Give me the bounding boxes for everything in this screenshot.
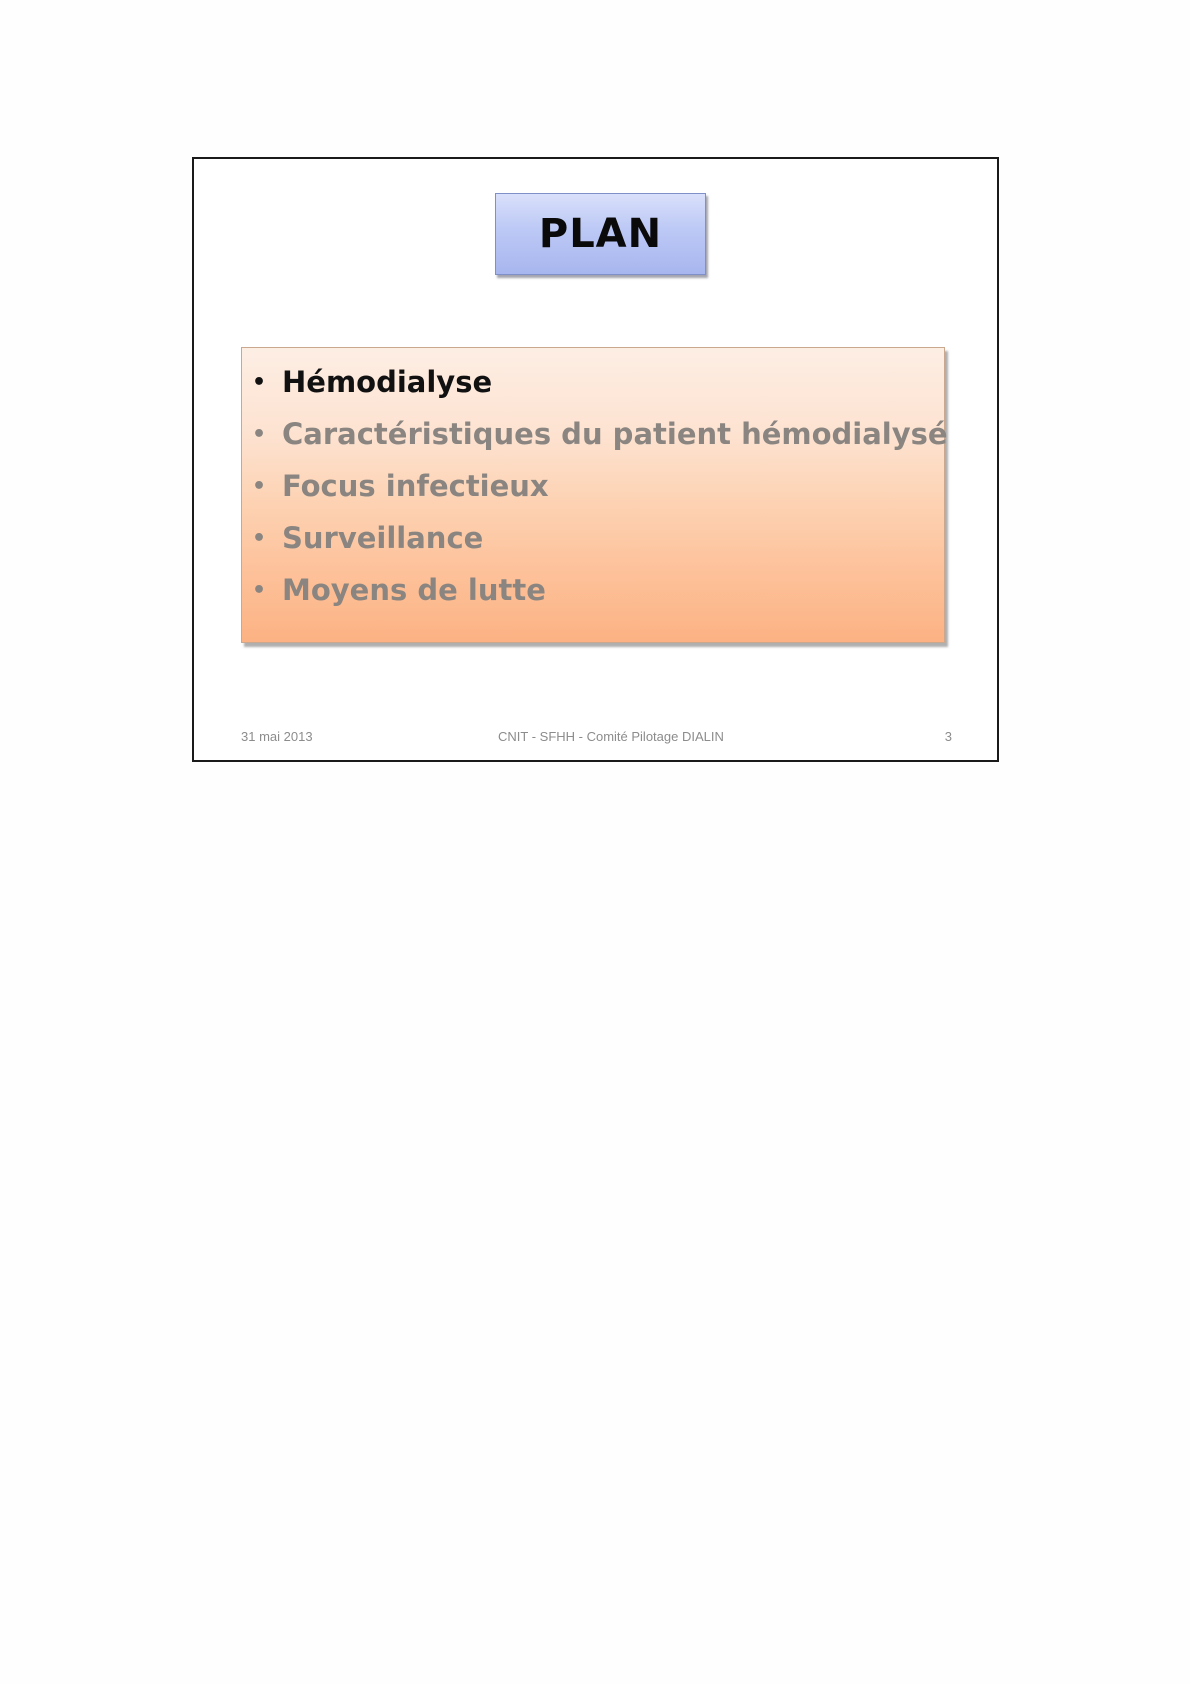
slide-title: PLAN	[538, 211, 663, 257]
outline-list	[252, 356, 948, 616]
outline-item-label: Surveillance	[282, 521, 484, 555]
bullet-icon: •	[252, 369, 267, 395]
outline-item	[252, 408, 948, 460]
outline-item-label: Moyens de lutte	[282, 573, 546, 607]
footer-page-number: 3	[944, 729, 952, 744]
slide	[192, 157, 999, 762]
outline-item-label: Caractéristiques du patient hémodialysé	[282, 417, 948, 451]
footer-center-text: CNIT - SFHH - Comité Pilotage DIALIN	[498, 729, 724, 744]
bullet-icon: •	[252, 577, 267, 603]
bullet-icon: •	[252, 525, 267, 551]
outline-item	[252, 356, 948, 408]
outline-item-label: Hémodialyse	[282, 365, 493, 399]
bullet-icon: •	[252, 421, 267, 447]
outline-item	[252, 460, 948, 512]
outline-item	[252, 564, 948, 616]
outline-item	[252, 512, 948, 564]
bullet-icon: •	[252, 473, 267, 499]
title-box	[495, 193, 706, 275]
outline-box	[241, 347, 948, 643]
footer-date: 31 mai 2013	[241, 729, 313, 744]
outline-item-label: Focus infectieux	[282, 469, 549, 503]
